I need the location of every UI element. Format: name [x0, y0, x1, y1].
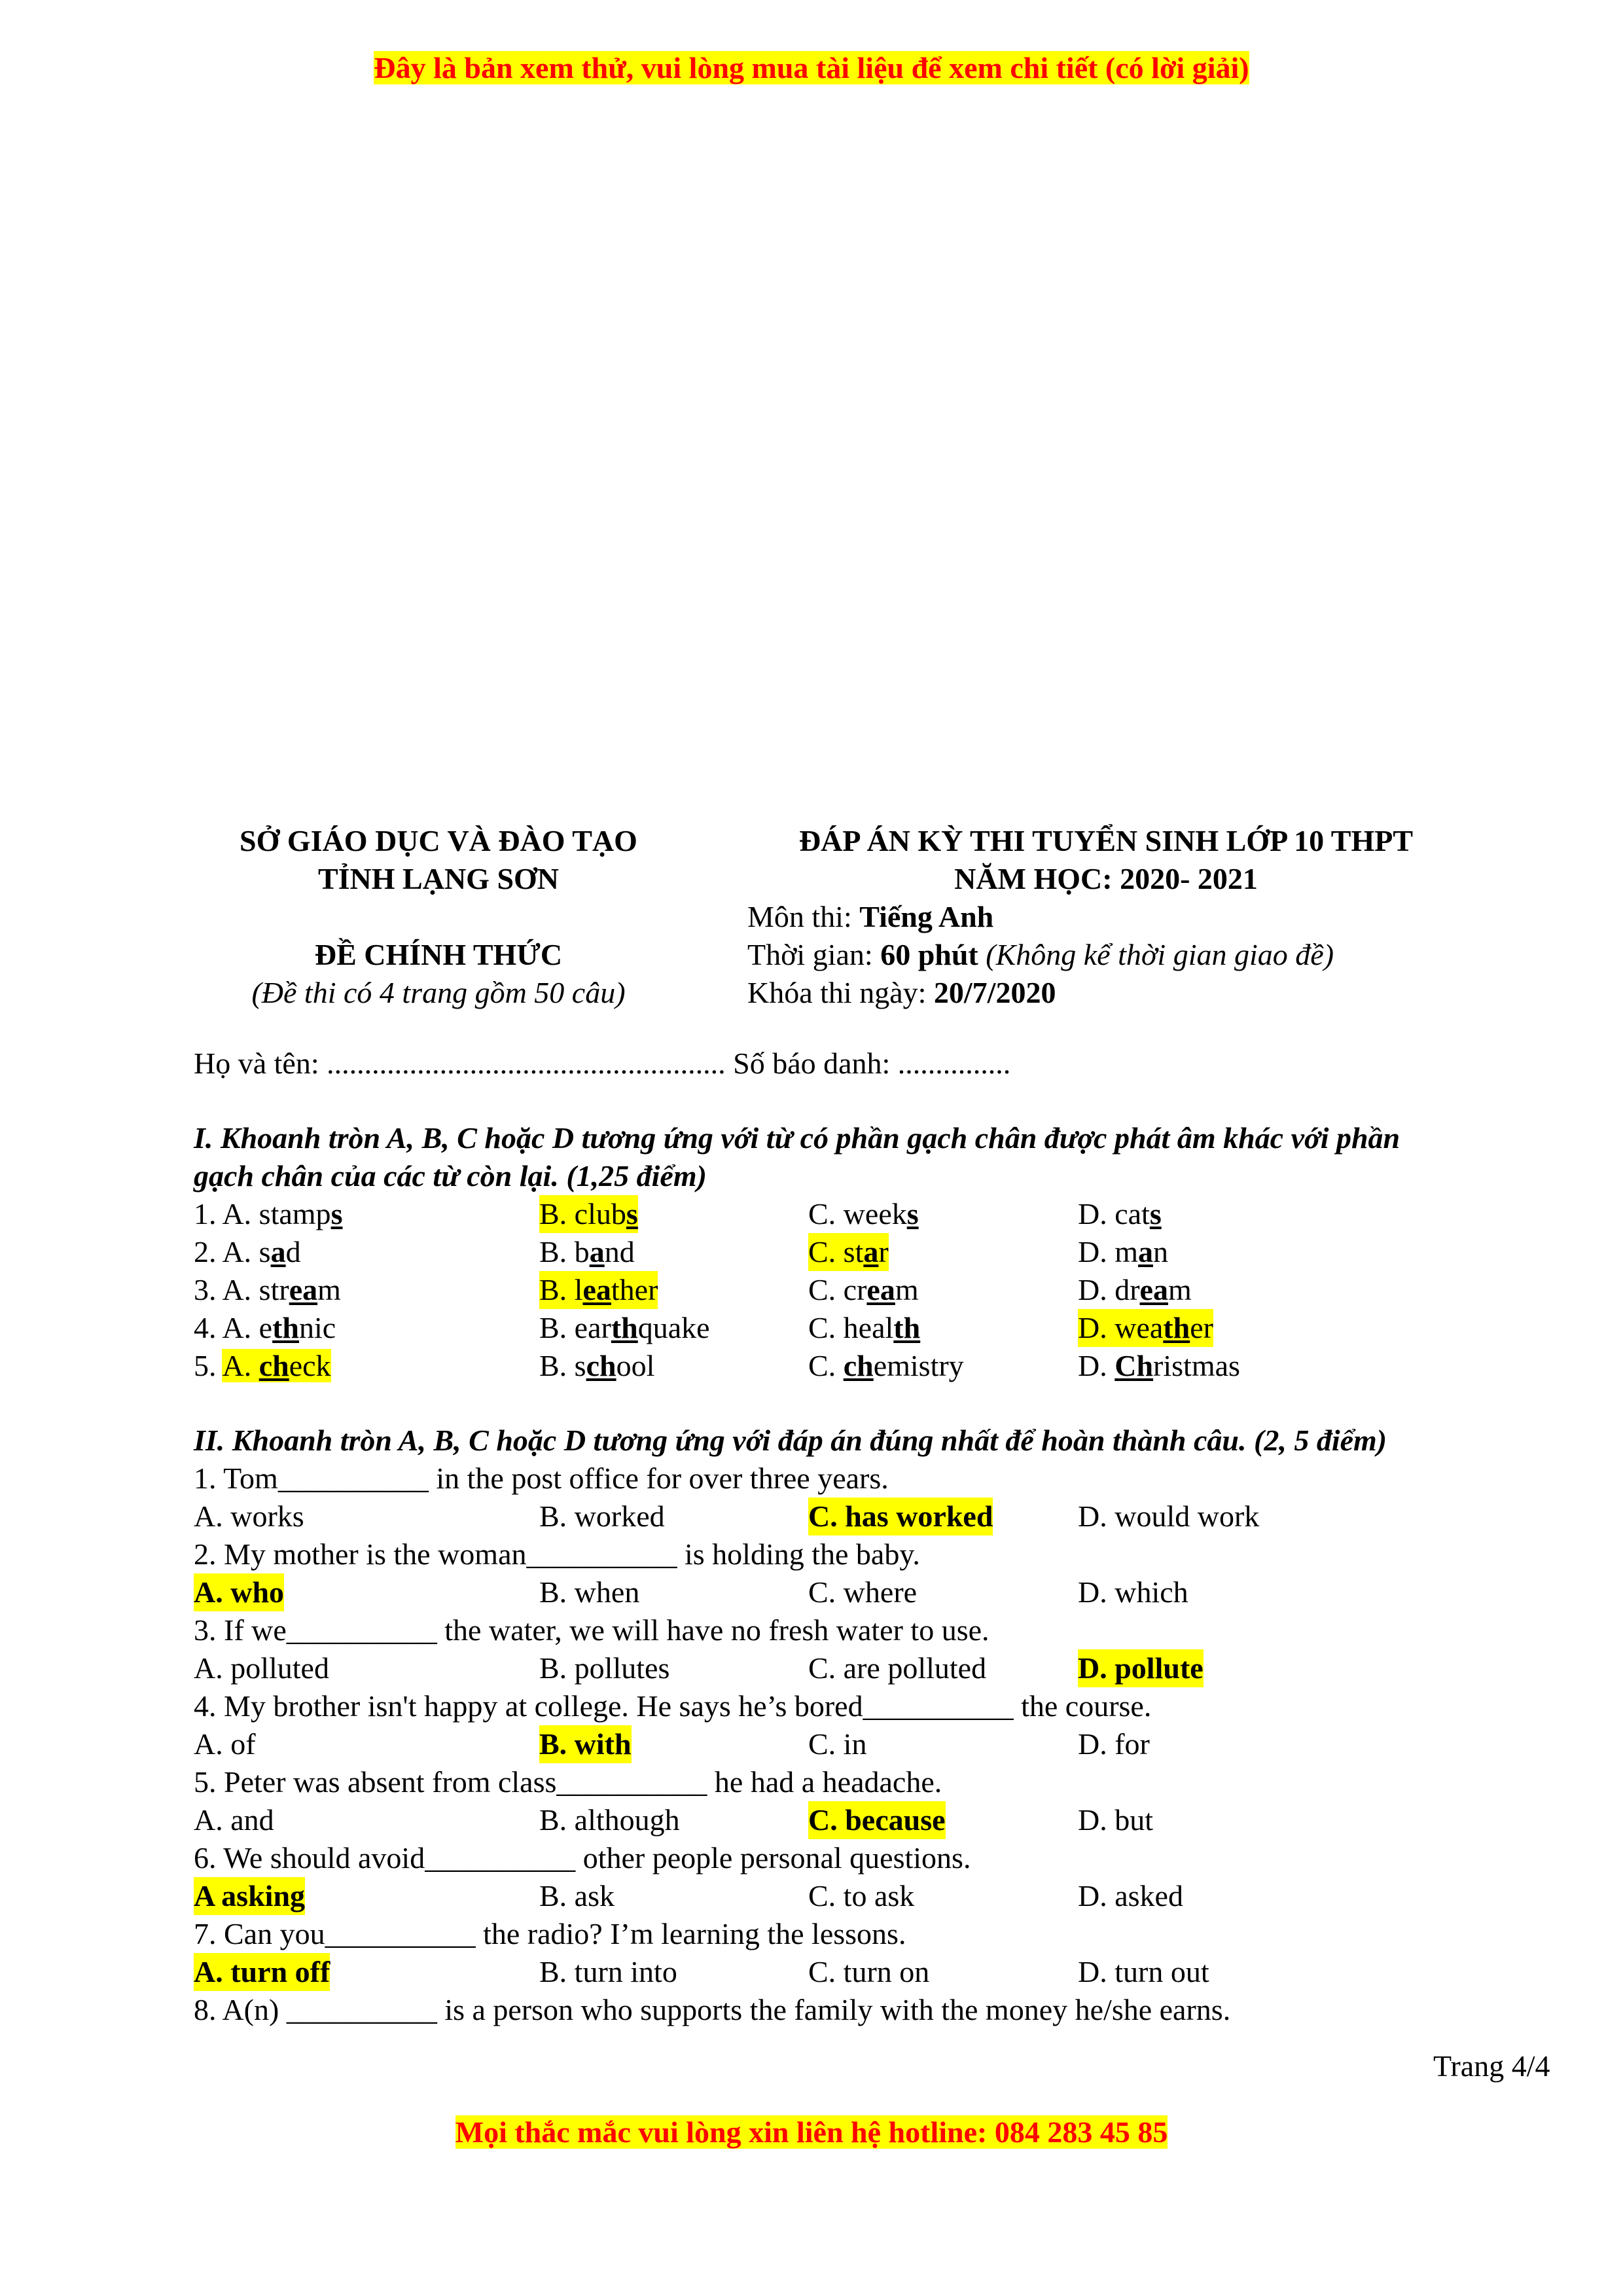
time-note: (Không kể thời gian giao đề): [978, 938, 1334, 971]
answer-option-correct[interactable]: A asking: [194, 1877, 305, 1915]
pron-option[interactable]: C. health: [808, 1311, 921, 1344]
question-8: 8. A(n) __________ is a person who supports the family with the money he/she earns.: [194, 1993, 1231, 2026]
date-value: 20/7/2020: [933, 976, 1056, 1009]
answer-option[interactable]: B. worked: [539, 1499, 665, 1533]
pron-option-answer[interactable]: B. leather: [539, 1271, 658, 1309]
answer-option[interactable]: B. although: [539, 1803, 680, 1837]
pron-option[interactable]: C. cream: [808, 1273, 919, 1306]
question-1: 1. Tom__________ in the post office for over three years.: [194, 1462, 889, 1495]
section1-title-line1: I. Khoanh tròn A, B, C hoặc D tương ứng với từ có phần gạch chân được phát âm khác với phần: [194, 1121, 1400, 1155]
question-6: 6. We should avoid__________ other people personal questions.: [194, 1841, 971, 1874]
answer-option[interactable]: A. polluted: [194, 1651, 329, 1685]
answer-option[interactable]: A. works: [194, 1499, 304, 1533]
answer-option[interactable]: C. in: [808, 1727, 867, 1761]
subject-value: Tiếng Anh: [859, 900, 994, 933]
answer-option[interactable]: C. to ask: [808, 1879, 915, 1912]
answer-option[interactable]: D. would work: [1078, 1499, 1260, 1533]
answer-option[interactable]: C. where: [808, 1575, 918, 1609]
pron-option-answer[interactable]: 5. A. check: [194, 1349, 331, 1382]
pron-option[interactable]: D. Christmas: [1078, 1349, 1240, 1382]
hotline-banner-text: Mọi thắc mắc vui lòng xin liên hệ hotline: 084 283 45 85: [455, 2115, 1168, 2149]
answer-option[interactable]: B. ask: [539, 1879, 615, 1912]
answer-option-correct[interactable]: A. turn off: [194, 1953, 330, 1991]
pron-option-answer[interactable]: C. star: [808, 1233, 889, 1271]
hotline-banner: [0, 2114, 1623, 2151]
answer-option[interactable]: D. turn out: [1078, 1955, 1209, 1988]
question-3: 3. If we__________ the water, we will have no fresh water to use.: [194, 1613, 990, 1647]
answer-option[interactable]: C. turn on: [808, 1955, 930, 1988]
pron-option[interactable]: 1. A. stamps: [194, 1197, 343, 1230]
pron-option[interactable]: B. earthquake: [539, 1311, 710, 1344]
time-line: [747, 936, 1334, 974]
answer-option[interactable]: D. which: [1078, 1575, 1188, 1609]
section2-title: II. Khoanh tròn A, B, C hoặc D tương ứng với đáp án đúng nhất để hoàn thành câu. (2, 5 điểm): [194, 1424, 1387, 1457]
page-number: Trang 4/4: [1433, 2049, 1550, 2083]
date-line: [747, 974, 1056, 1012]
pron-option-answer[interactable]: B. clubs: [539, 1195, 638, 1233]
school-year: NĂM HỌC: 2020- 2021: [954, 862, 1258, 895]
pron-option[interactable]: 4. A. ethnic: [194, 1311, 336, 1344]
answer-option[interactable]: B. turn into: [539, 1955, 677, 1988]
answer-option[interactable]: D. for: [1078, 1727, 1150, 1761]
pron-option[interactable]: D. dream: [1078, 1273, 1192, 1306]
pron-option[interactable]: D. man: [1078, 1235, 1168, 1268]
pron-option[interactable]: B. school: [539, 1349, 655, 1382]
question-4: 4. My brother isn't happy at college. He says he’s bored__________ the course.: [194, 1689, 1152, 1723]
exam-note: (Đề thi có 4 trang gồm 50 câu): [251, 976, 626, 1009]
answer-option-correct[interactable]: A. who: [194, 1573, 284, 1611]
pron-option[interactable]: D. cats: [1078, 1197, 1162, 1230]
question-2: 2. My mother is the woman__________ is holding the baby.: [194, 1537, 920, 1571]
subject-line: [747, 898, 993, 936]
pron-option[interactable]: 2. A. sad: [194, 1235, 301, 1268]
student-info-line: Họ và tên: ..................................................... Số báo danh: ...............: [194, 1047, 1011, 1080]
answer-option[interactable]: A. and: [194, 1803, 274, 1837]
answer-option[interactable]: D. asked: [1078, 1879, 1183, 1912]
subject-label: Môn thi:: [747, 900, 860, 933]
preview-banner: [0, 50, 1623, 86]
pron-option[interactable]: B. band: [539, 1235, 635, 1268]
answer-option-correct[interactable]: D. pollute: [1078, 1649, 1204, 1687]
answer-option[interactable]: B. when: [539, 1575, 640, 1609]
pron-option-answer[interactable]: D. weather: [1078, 1309, 1213, 1347]
pron-option[interactable]: 3. A. stream: [194, 1273, 341, 1306]
section1-title-line2: gạch chân của các từ còn lại. (1,25 điểm): [194, 1159, 707, 1193]
department-name: SỞ GIÁO DỤC VÀ ĐÀO TẠO: [240, 824, 637, 857]
official-label: ĐỀ CHÍNH THỨC: [314, 938, 563, 971]
pron-option[interactable]: C. weeks: [808, 1197, 919, 1230]
province-name: TỈNH LẠNG SƠN: [317, 862, 560, 895]
answer-option[interactable]: A. of: [194, 1727, 256, 1761]
question-5: 5. Peter was absent from class__________ he had a headache.: [194, 1765, 942, 1799]
time-value: 60 phút: [880, 938, 978, 971]
answer-option[interactable]: D. but: [1078, 1803, 1153, 1837]
answer-option-correct[interactable]: C. because: [808, 1801, 946, 1839]
question-7: 7. Can you__________ the radio? I’m learning the lessons.: [194, 1917, 906, 1950]
answer-key-title: ĐÁP ÁN KỲ THI TUYỂN SINH LỚP 10 THPT: [798, 824, 1414, 857]
answer-option-correct[interactable]: B. with: [539, 1725, 632, 1763]
answer-option[interactable]: C. are polluted: [808, 1651, 987, 1685]
time-label: Thời gian:: [747, 938, 881, 971]
date-label: Khóa thi ngày:: [747, 976, 934, 1009]
preview-banner-text: Đây là bản xem thử, vui lòng mua tài liệu để xem chi tiết (có lời giải): [374, 51, 1249, 84]
pron-option[interactable]: C. chemistry: [808, 1349, 964, 1382]
answer-option[interactable]: B. pollutes: [539, 1651, 670, 1685]
answer-option-correct[interactable]: C. has worked: [808, 1498, 993, 1535]
